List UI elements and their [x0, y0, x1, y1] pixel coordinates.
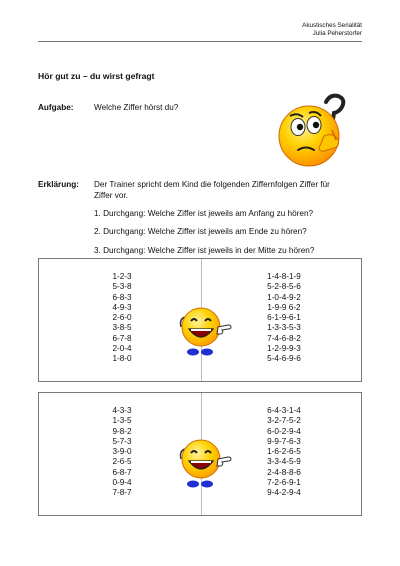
round-3-instruction: 3. Durchgang: Welche Ziffer ist jeweils in der Mitte zu hören?	[94, 246, 315, 255]
sequence-item: 6-7-8	[112, 333, 132, 343]
round-2-instruction: 2. Durchgang: Welche Ziffer ist jeweils am Ende zu hören?	[94, 227, 307, 236]
sequence-item: 1-6-2-6-5	[267, 447, 301, 457]
sequence-item: 1-4-8-1-9	[267, 272, 301, 281]
laughing-pointing-smiley-icon	[171, 305, 235, 361]
header-author: Julia Peherstorfer	[312, 30, 362, 37]
sequence-item: 2-4-8-8-6	[267, 467, 301, 477]
sequence-item: 5-7-3	[112, 436, 132, 446]
sequence-item: 1-3-3-5-3	[267, 323, 301, 333]
sequence-item: 4-3-3	[112, 406, 132, 415]
sequence-item: 1-8-0	[112, 354, 132, 364]
sequence-item: 1-3-5	[112, 416, 132, 426]
task-label: Aufgabe:	[38, 103, 74, 112]
header-subject: Akustisches Serialität	[302, 22, 362, 29]
sequence-item: 0-9-4	[112, 478, 132, 488]
explanation-label: Erklärung:	[38, 180, 79, 189]
sequence-item: 1-9-9 6-2	[267, 302, 301, 312]
sequence-item: 6-0-2-9-4	[267, 426, 301, 436]
round-1-instruction: 1. Durchgang: Welche Ziffer ist jeweils am Anfang zu hören?	[94, 209, 314, 218]
laughing-pointing-smiley-icon	[171, 437, 235, 493]
sequence-item: 5-3-8	[112, 282, 132, 292]
sequence-item: 6-8-3	[112, 292, 132, 302]
sequence-item: 2-6-5	[112, 457, 132, 467]
long-sequences-column	[244, 272, 324, 365]
sequence-item: 3-9-0	[112, 447, 132, 457]
sequence-item: 3-3-4-5-9	[267, 457, 301, 467]
short-sequences-column	[87, 272, 157, 365]
sequence-item: 5-2-8-5-6	[267, 282, 301, 292]
digit-sequence-box-2	[38, 392, 362, 516]
explanation-line-2: Ziffer vor.	[94, 191, 128, 200]
page-title: Hör gut zu – du wirst gefragt	[38, 71, 155, 81]
sequence-item: 6-4-3-1-4	[267, 406, 301, 415]
sequence-item: 7-8-7	[112, 488, 132, 498]
sequence-item: 9-8-2	[112, 426, 132, 436]
sequence-item: 1-2-9-9-3	[267, 344, 301, 354]
header-divider	[38, 41, 362, 42]
sequence-item: 1-2-3	[112, 272, 132, 281]
sequence-item: 2-6-0	[112, 313, 132, 323]
digit-sequence-box-1	[38, 258, 362, 382]
long-sequences-column	[244, 406, 324, 499]
sequence-item: 6-1-9-6-1	[267, 313, 301, 323]
sequence-item: 7-4-6-8-2	[267, 333, 301, 343]
document-header	[302, 22, 362, 38]
explanation-line-1: Der Trainer spricht dem Kind die folgenden Ziffernfolgen Ziffer für	[94, 180, 330, 189]
sequence-item: 1-0-4-9-2	[267, 292, 301, 302]
sequence-item: 9-9-7-6-3	[267, 436, 301, 446]
thinking-smiley-icon	[274, 92, 350, 170]
task-text: Welche Ziffer hörst du?	[94, 103, 179, 112]
sequence-item: 9-4-2-9-4	[267, 488, 301, 498]
sequence-item: 3-8-5	[112, 323, 132, 333]
sequence-item: 6-8-7	[112, 467, 132, 477]
short-sequences-column	[87, 406, 157, 499]
sequence-item: 3-2-7-5-2	[267, 416, 301, 426]
sequence-item: 7-2-6-9-1	[267, 478, 301, 488]
sequence-item: 5-4-6-9-6	[267, 354, 301, 364]
sequence-item: 4-9-3	[112, 302, 132, 312]
sequence-item: 2-0-4	[112, 344, 132, 354]
